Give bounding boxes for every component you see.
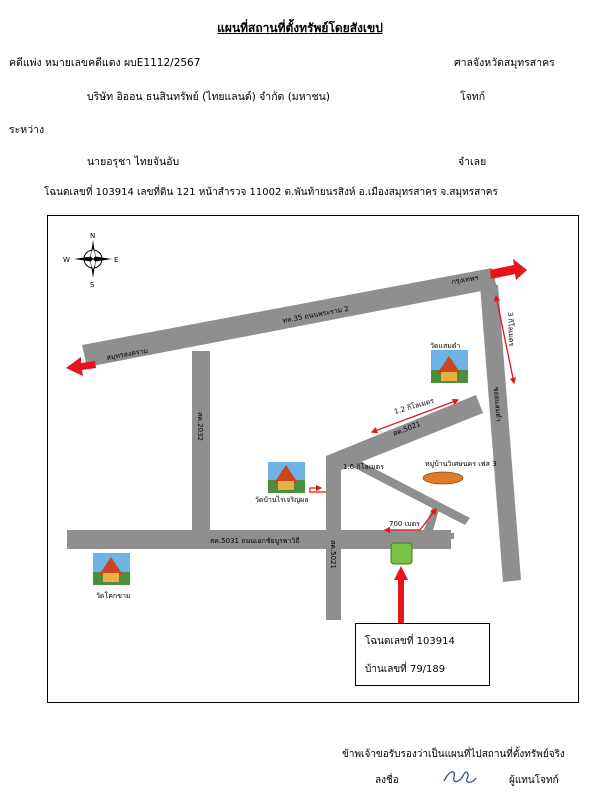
label-sk5021-diagonal: สค.5021: [391, 420, 422, 438]
property-plot: [391, 543, 412, 564]
label-sk2032: สค.2032: [196, 412, 204, 441]
plaintiff-name: บริษัท อิออน ธนสินทรัพย์ (ไทยแลนด์) จำกัด (มหาชน): [87, 91, 330, 103]
temple-samdam-icon: [431, 350, 468, 383]
info-house-number: บ้านเลขที่ 79/189: [365, 664, 446, 675]
sign-label: ลงชื่อ: [375, 775, 399, 786]
map-canvas: [47, 215, 579, 703]
representative-label: ผู้แทนโจทก์: [509, 775, 559, 786]
label-to-samut-songkhram: สมุทรสงคราม: [105, 346, 149, 362]
compass-s: S: [90, 281, 95, 289]
village-marker: [423, 472, 463, 484]
road-sk2032: [192, 351, 210, 546]
label-to-bangkok: กรุงเทพฯ: [451, 273, 479, 286]
compass-w: W: [63, 256, 70, 264]
arrow-to-plot: [394, 566, 408, 625]
case-number: คดีแพ่ง หมายเลขคดีแดง ผบE1112/2567: [9, 57, 201, 69]
page-title: แผนที่สถานที่ตั้งทรัพย์โดยสังเขป: [217, 21, 383, 35]
info-deed: โฉนดเลขที่ 103914: [365, 636, 455, 647]
label-distance-16km: 1.6 กิโลเมตร: [343, 463, 384, 471]
map-frame: [47, 215, 579, 703]
compass-icon: [74, 240, 112, 278]
label-wat-samdam: วัดแสมดำ: [430, 342, 461, 350]
temple-khokkham-icon: [93, 553, 130, 585]
plaintiff-role: โจทก์: [460, 91, 486, 103]
defendant-name: นายอรุชา ไทยจันอับ: [87, 156, 180, 168]
road-sk5021-vertical: [326, 456, 341, 620]
court-name: ศาลจังหวัดสมุทรสาคร: [454, 57, 555, 69]
deed-line: โฉนดเลขที่ 103914 เลขที่ดิน 121 หน้าสำรวจ 11002 ต.พันท้ายนรสิงห์ อ.เมืองสมุทรสาคร จ.สมุทรสาคร: [44, 187, 498, 198]
compass-n: N: [90, 232, 96, 240]
village-spur-bar: [420, 533, 454, 539]
defendant-role: จำเลย: [458, 156, 487, 168]
label-distance-12km: 1.2 กิโลเมตร: [393, 396, 435, 416]
distance-16km-arrow: [310, 488, 326, 492]
label-wat-khokkham: วัดโคกขาม: [96, 592, 131, 600]
label-right-road: ซอยแสมดำ: [492, 386, 503, 422]
label-distance-700m: 700 เมตร: [389, 520, 420, 528]
certify-text: ข้าพเจ้าขอรับรองว่าเป็นแผนที่ไปสถานที่ตั้งทรัพย์จริง: [342, 749, 565, 760]
compass-e: E: [114, 256, 119, 264]
label-distance-3km: 3 กิโลเมตร: [506, 311, 516, 347]
between-label: ระหว่าง: [9, 124, 45, 136]
arrow-to-bangkok: [490, 259, 527, 280]
property-info-box: [355, 623, 490, 686]
signature-image: [440, 766, 480, 788]
label-wat-banrai: วัดบ้านไร่เจริญผล: [255, 496, 309, 504]
label-highway-35: ทล.35 ถนนพระราม 2: [281, 304, 350, 325]
label-village: หมู่บ้านวิเศษนคร เฟส 3: [425, 460, 497, 468]
label-sk5021-vertical: สค.5021: [329, 540, 337, 569]
label-sk5031: สค.5031 ถนนเอกชัยบูรพาวิถี: [210, 537, 300, 545]
temple-banrai-icon: [268, 462, 305, 493]
